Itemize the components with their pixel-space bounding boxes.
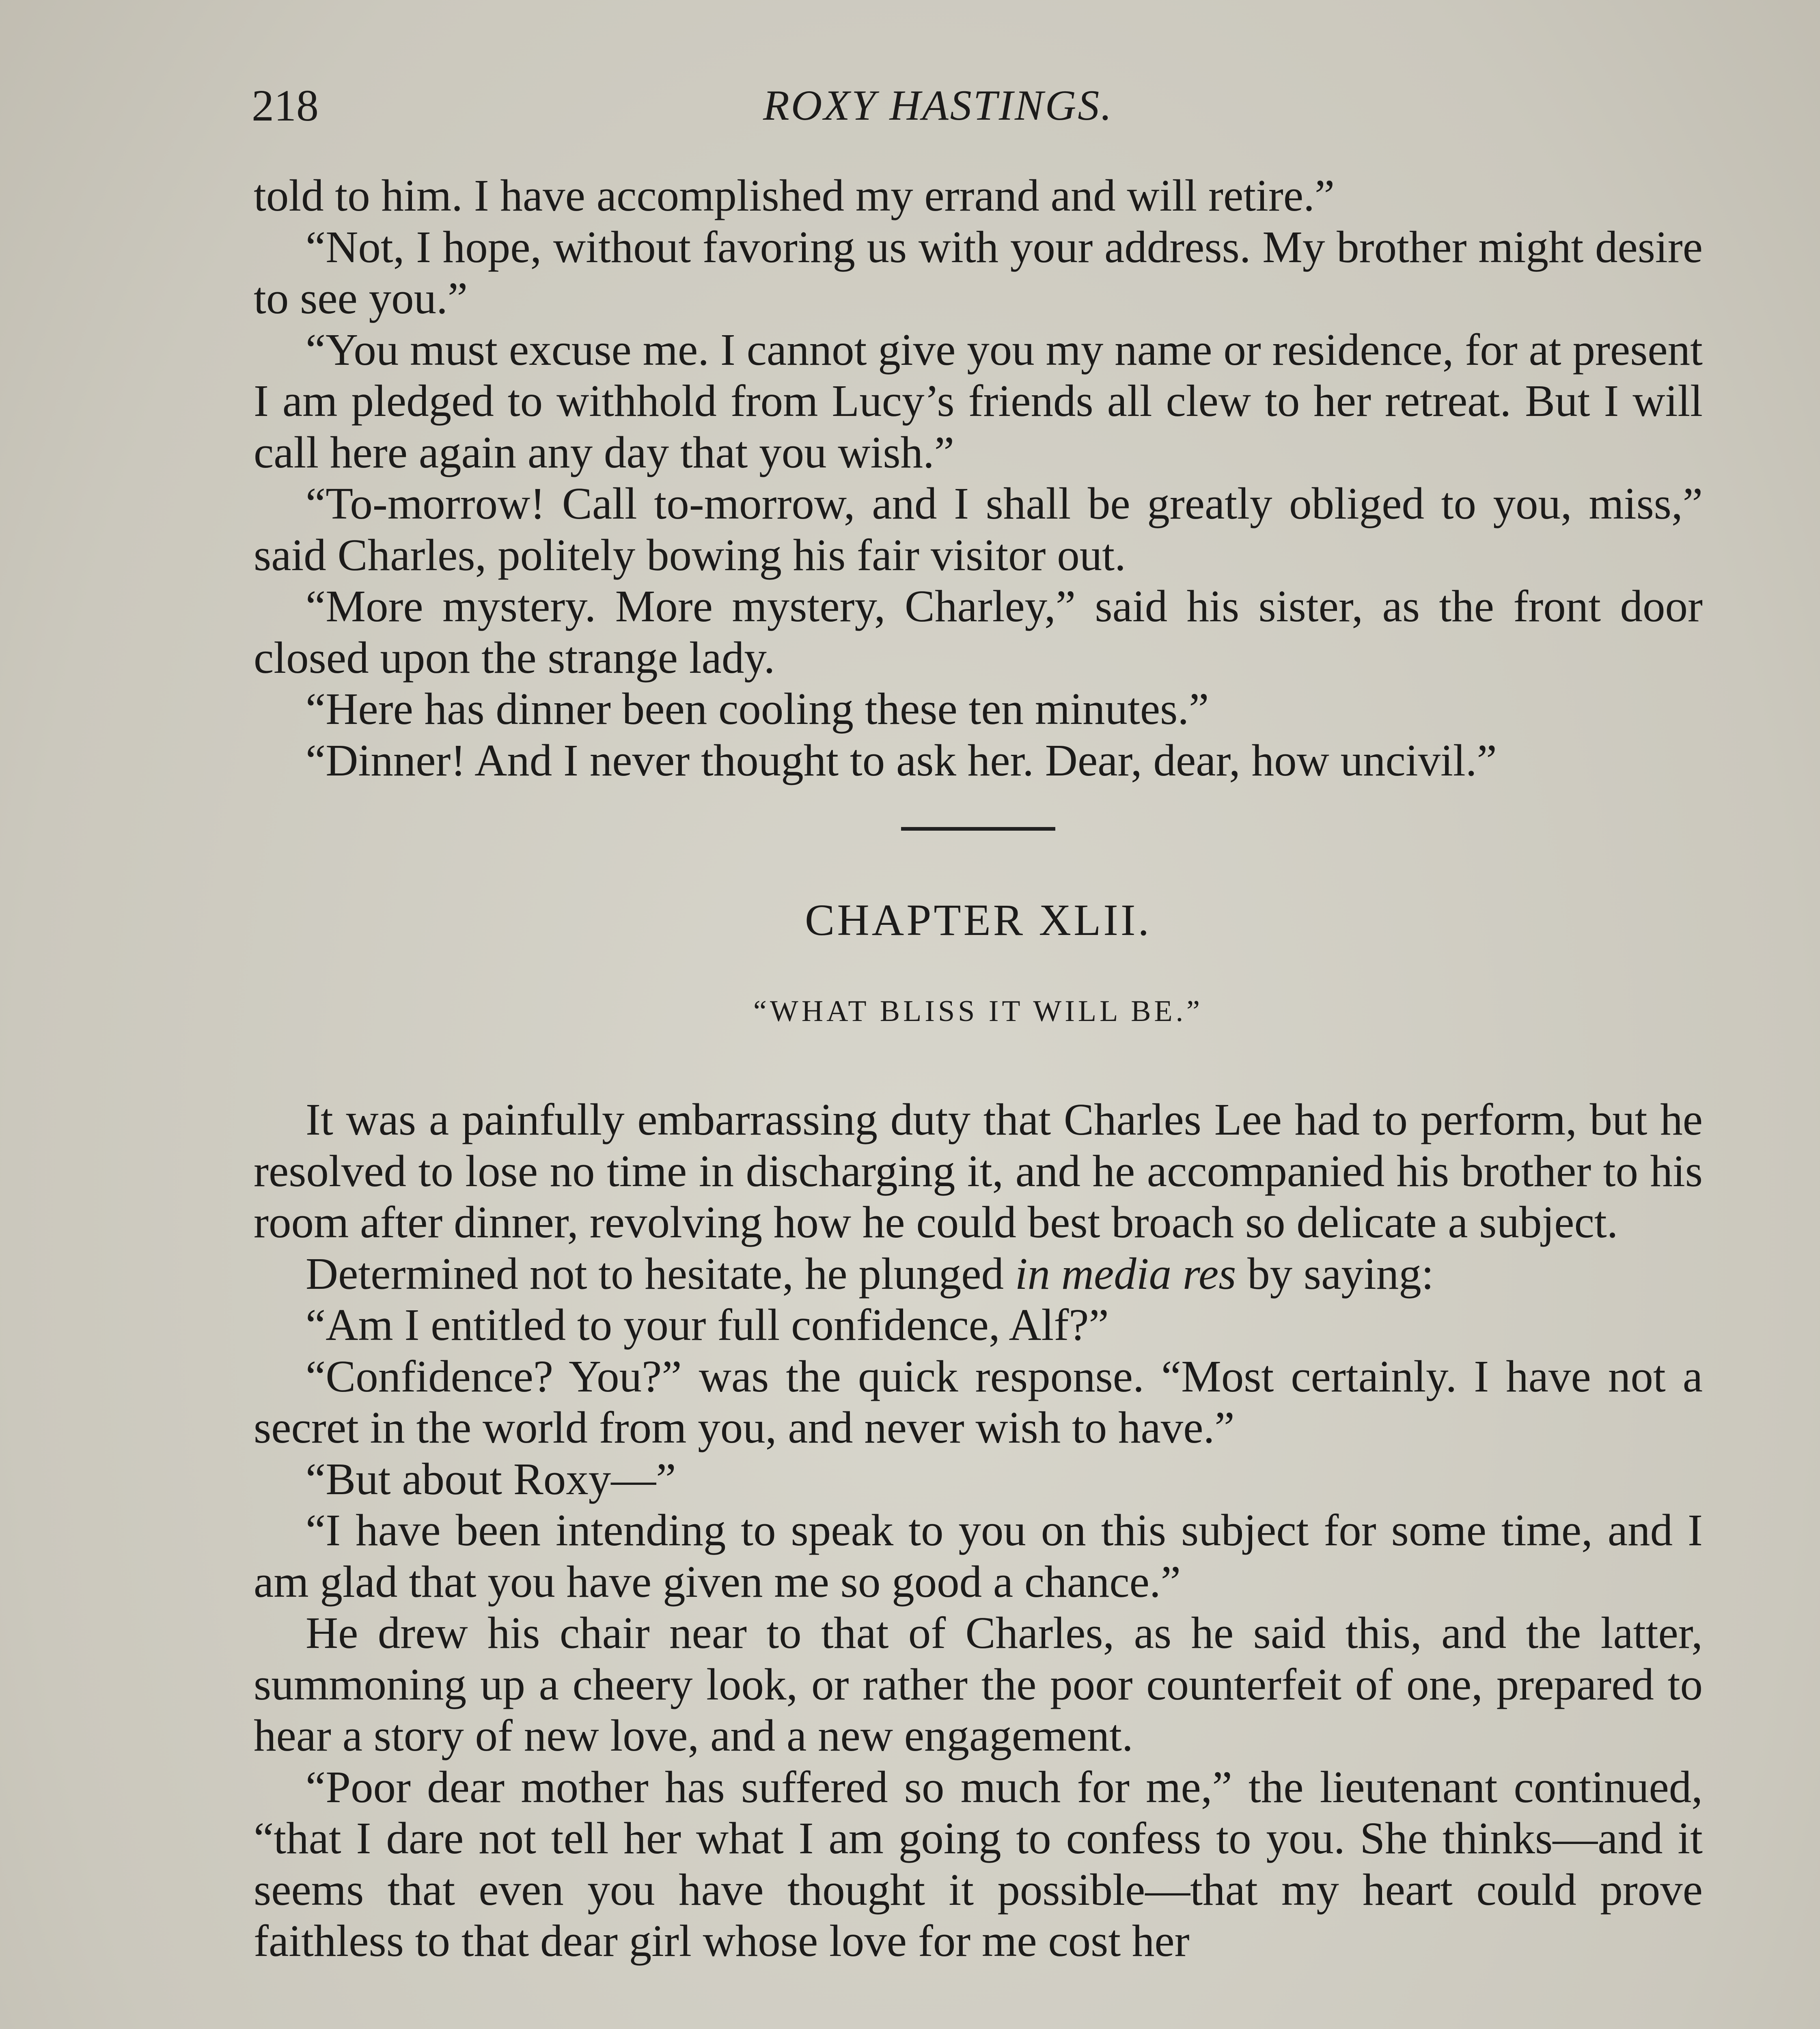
paragraph: He drew his chair near to that of Charles, as he said this, and the latter, summoning up a cheery look, or rather the poor counterfeit of one, prepared to hear a story of new love, and a new engagement. [254, 1608, 1703, 1761]
page-number: 218 [252, 81, 319, 130]
text-run: Determined not to hesitate, he plunged [306, 1249, 1015, 1299]
paragraph: “Not, I hope, without favoring us with your address. My brother might desire to see you.” [254, 222, 1703, 323]
paragraph: “To-morrow! Call to-morrow, and I shall be greatly obliged to you, miss,” said Charles, politely bowing his fair visitor out. [254, 479, 1703, 580]
paragraph: “You must excuse me. I cannot give you my name or residence, for at present I am pledged to withhold from Lucy’s friends all clew to her retreat. But I will call here again any day that you wish.” [254, 325, 1703, 478]
running-title: ROXY HASTINGS. [763, 82, 1113, 129]
paragraph: “Here has dinner been cooling these ten minutes.” [306, 684, 1209, 734]
page-body [254, 170, 1703, 1967]
paragraph: It was a painfully embarrassing duty that Charles Lee had to perform, but he resolved to lose no time in discharging it, and he accompanied his brother to his room after dinner, revolving how he could best broach so delicate a subject. [254, 1095, 1703, 1247]
running-head [252, 77, 1697, 134]
section-divider [901, 827, 1055, 831]
paragraph: “More mystery. More mystery, Charley,” said his sister, as the front door closed upon the strange lady. [254, 582, 1703, 683]
paragraph: “Confidence? You?” was the quick response. “Most certainly. I have not a secret in the world from you, and never wish to have.” [254, 1351, 1703, 1453]
paragraph: “Poor dear mother has suffered so much for me,” the lieutenant continued, “that I dare not tell her what I am going to confess to you. She thinks—and it seems that even you have thought it possible—that my heart could prove faithless to that dear girl whose love for me cost her [254, 1762, 1703, 1966]
italic-phrase: in media res [1015, 1249, 1236, 1299]
paragraph [254, 1249, 1703, 1300]
paragraph: told to him. I have accomplished my errand and will retire.” [254, 171, 1335, 221]
paragraph: “But about Roxy—” [306, 1454, 676, 1504]
chapter-title: CHAPTER XLII. [804, 895, 1152, 945]
text-run: by saying: [1236, 1249, 1434, 1299]
paragraph: “Dinner! And I never thought to ask her. Dear, dear, how uncivil.” [306, 735, 1497, 786]
paragraph: “Am I entitled to your full confidence, Alf?” [306, 1300, 1109, 1350]
paragraph: “I have been intending to speak to you on this subject for some time, and I am glad that you have given me so good a chance.” [254, 1506, 1703, 1607]
chapter-subtitle: “WHAT BLISS IT WILL BE.” [753, 995, 1203, 1028]
